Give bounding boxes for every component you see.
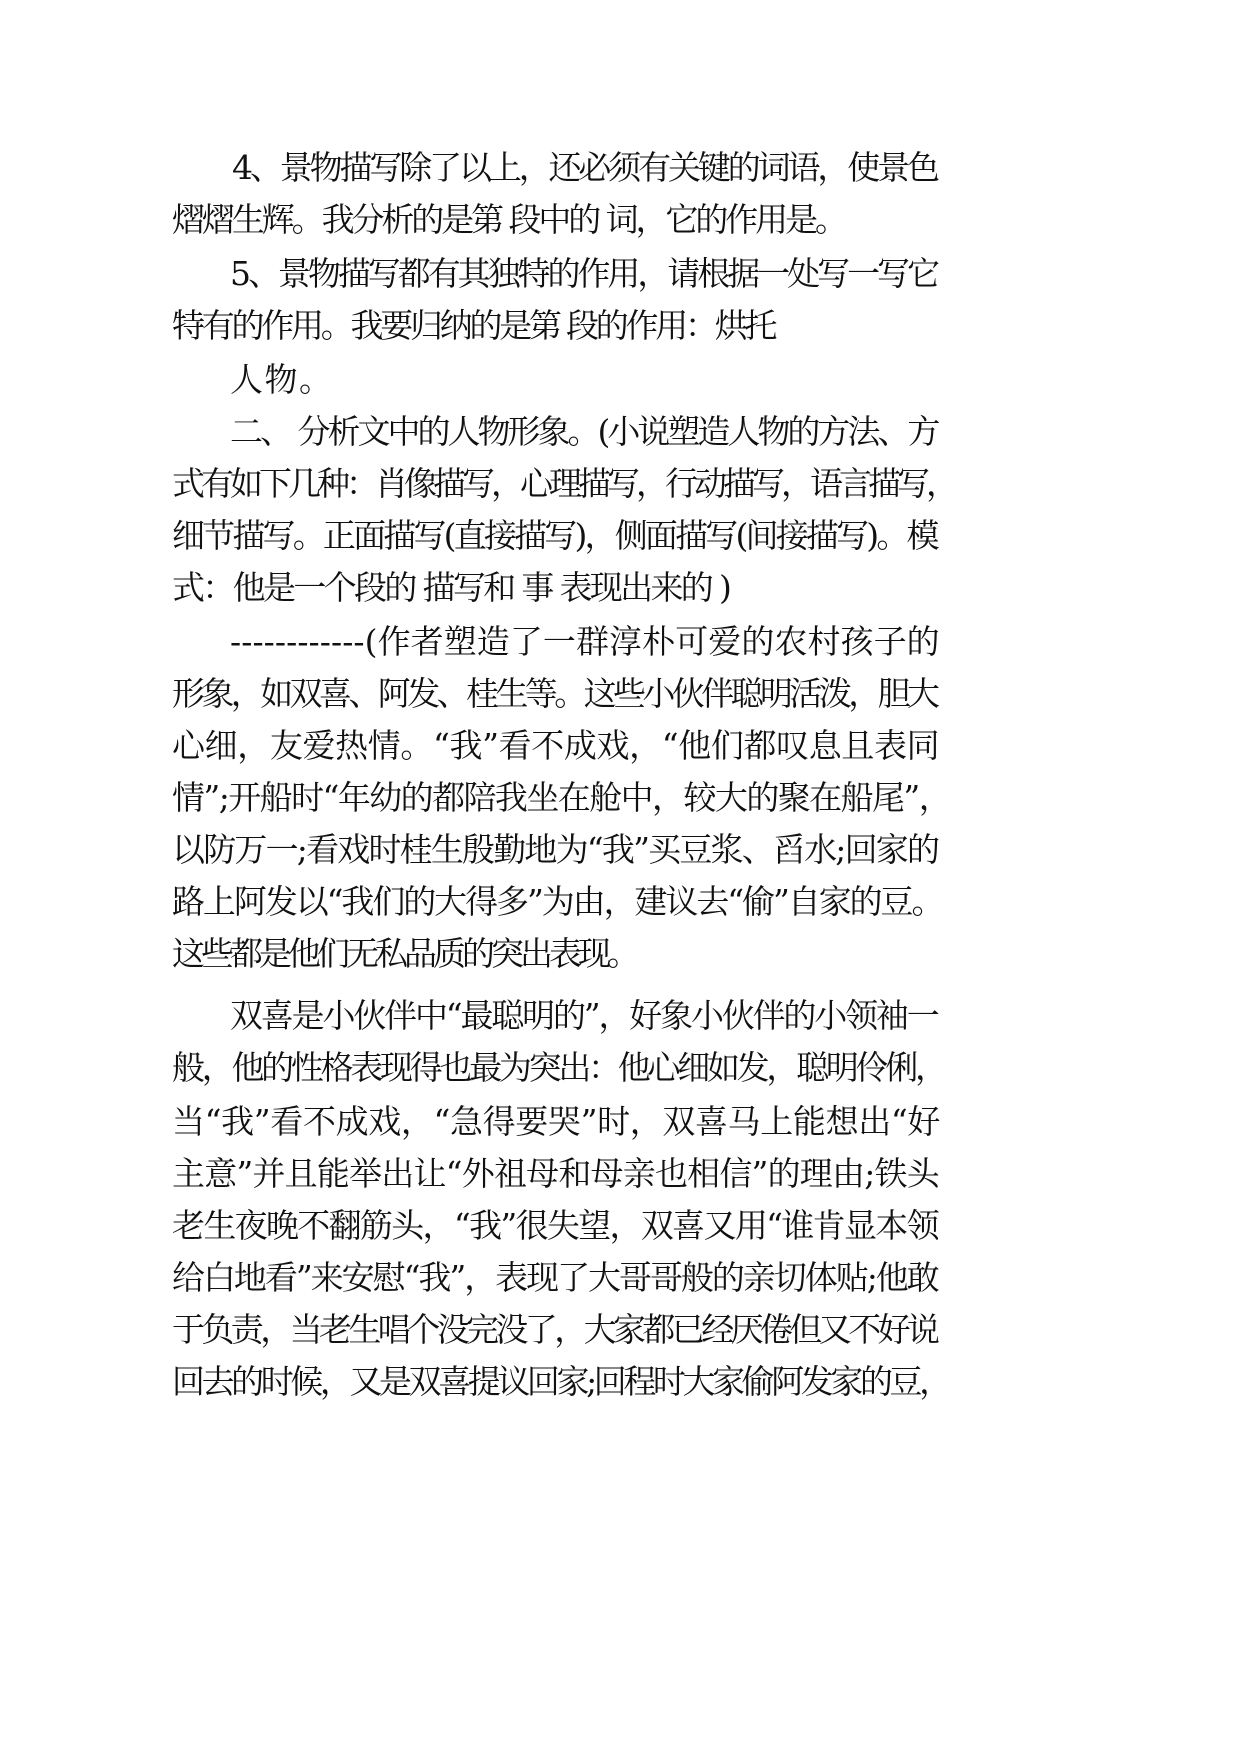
text-line: 主意”并且能举出让“外祖母和母亲也相信”的理由;铁头 [172,1154,939,1193]
text-line: ------------(作者塑造了一群淳朴可爱的农村孩子的 [230,622,940,661]
text-line: 式有如下几种：肖像描写，心理描写，行动描写，语言描写， [172,464,955,503]
text-line: 于负责，当老生唱个没完没了，大家都已经厌倦但又不好说 [172,1310,937,1349]
text-line: 4、景物描写除了以上，还必须有关键的词语，使景色 [232,148,937,187]
text-line: 这些都是他们无私品质的突出表现。 [172,934,636,973]
text-line: 以防万一;看戏时桂生殷勤地为“我”买豆浆、舀水;回家的 [172,830,939,869]
text-line: 给白地看”来安慰“我”，表现了大哥哥般的亲切体贴;他敢 [172,1258,938,1297]
text-line: 老生夜晚不翻筋头，“我”很失望，双喜又用“谁肯显本领 [172,1206,938,1245]
text-line: 特有的作用。我要归纳的是第 段的作用：烘托 [172,306,775,345]
text-line: 双喜是小伙伴中“最聪明的”，好象小伙伴的小领袖一 [230,996,938,1035]
text-line: 心细，友爱热情。“我”看不成戏，“他们都叹息且表同 [172,726,940,765]
text-line: 细节描写。正面描写(直接描写)，侧面描写(间接描写)。模 [172,516,937,555]
text-line: 5、景物描写都有其独特的作用，请根据一处写一写它 [230,254,937,293]
text-line: 形象，如双喜、阿发、桂生等。这些小伙伴聪明活泼，胆大 [172,674,937,713]
text-line: 回去的时候，又是双喜提议回家;回程时大家偷阿发家的豆， [172,1362,949,1401]
text-line: 般，他的性格表现得也最为突出：他心细如发，聪明伶俐， [172,1048,945,1087]
text-line: 情”;开船时“年幼的都陪我坐在舱中，较大的聚在船尾”， [172,778,951,817]
text-line: 当“我”看不成戏，“急得要哭”时，双喜马上能想出“好 [172,1102,940,1141]
text-line: 二、 分析文中的人物形象。(小说塑造人物的方法、方 [230,412,938,451]
text-line: 式：他是一个段的 描写和 事 表现出来的 ) [172,568,730,607]
text-line: 熠熠生辉。我分析的是第 段中的 词，它的作用是。 [172,200,845,239]
text-line: 路上阿发以“我们的大得多”为由，建议去“偷”自家的豆。 [172,882,943,921]
text-line: 人物。 [230,360,334,399]
